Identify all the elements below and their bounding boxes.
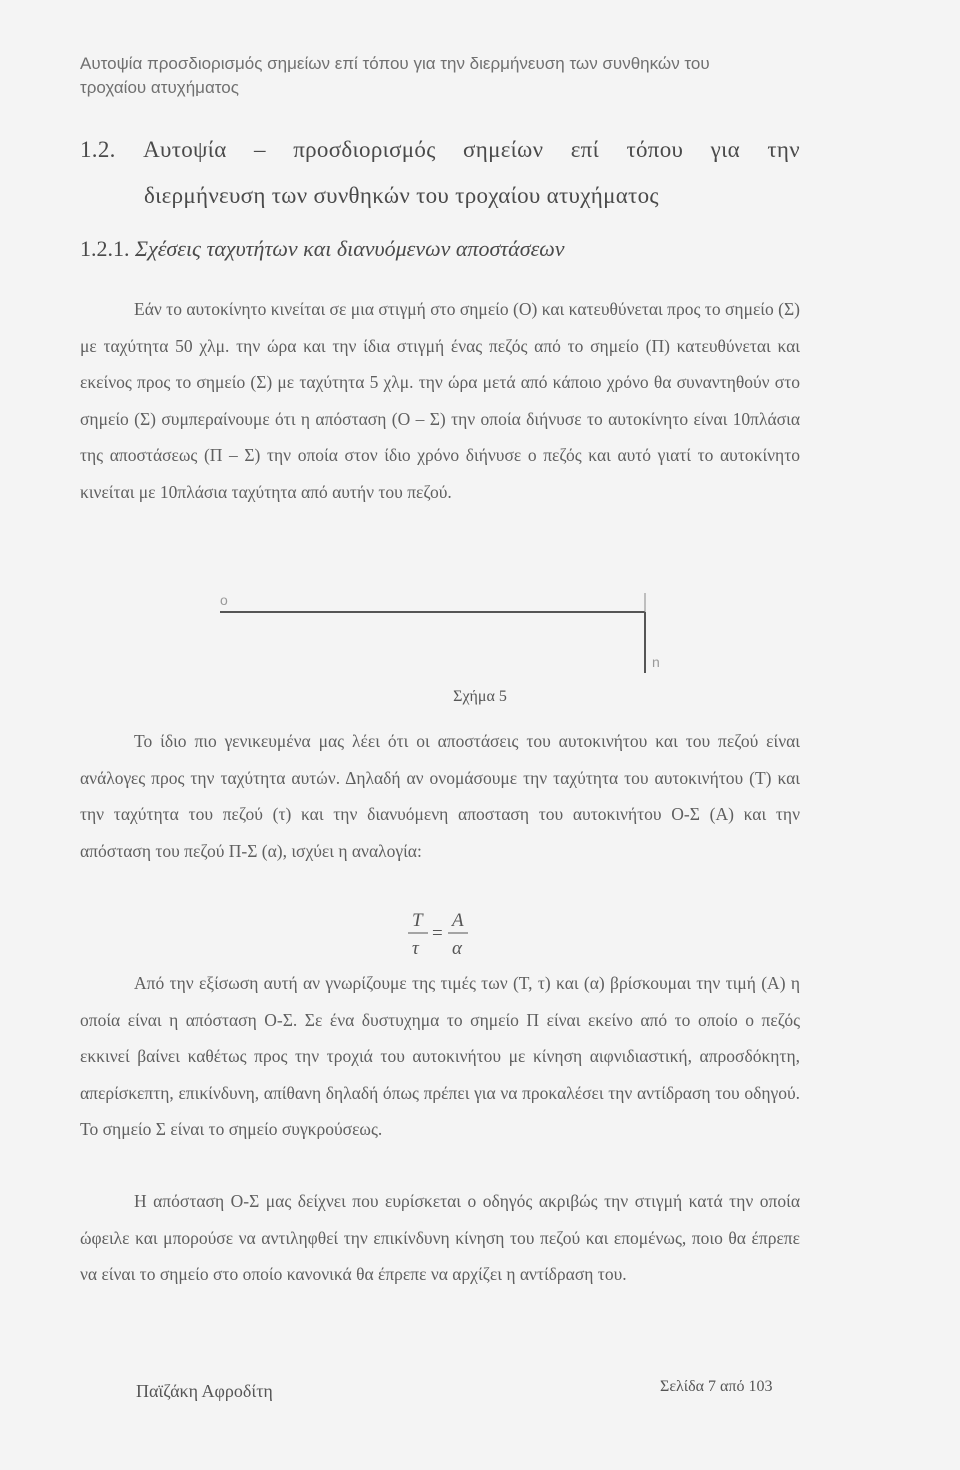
paragraph-3: Από την εξίσωση αυτή αν γνωρίζουμε της τιμές των (Τ, τ) και (α) βρίσκουμαι την τιμή (Α) η οποία είναι η απόσταση Ο-Σ. Σε ένα δυστυχημα το σημείο Π είναι εκείνο από το οποίο ο πεζός εκκινεί βαίνει καθέτως προς την τροχιά του αυτοκινήτου με κίνηση αιφνιδιαστική, απροσδόκητη, απερίσκεπτη, επικίνδυνη, απίθανη δηλαδή όπως πρέπει για να προκαλέσει την αντίδραση του οδηγού. Το σημείο Σ είναι το σημείο συγκρούσεως. xyxy=(80,973,800,1139)
section-title-word: Αυτοψία xyxy=(143,137,227,162)
section-heading-line2: διερμήνευση των συνθηκών του τροχαίου ατυχήματος xyxy=(144,183,659,208)
proportion-formula xyxy=(380,906,500,966)
section-heading-line1 xyxy=(80,127,800,173)
section-number: 1.2. xyxy=(80,137,116,162)
figure-diagram xyxy=(205,585,675,675)
footer-author: Παϊζάκη Αφροδίτη xyxy=(136,1381,273,1401)
formula-numerator-right: A xyxy=(452,910,464,931)
section-title-word: σημείων xyxy=(463,137,544,162)
formula-denominator-right: α xyxy=(452,938,462,959)
section-title-word: – xyxy=(254,137,266,162)
section-title-word: επί xyxy=(570,137,600,162)
section-heading xyxy=(80,127,800,219)
section-title-word: την xyxy=(767,137,800,162)
section-title-word: τόπου xyxy=(626,137,684,162)
paragraph-2: Το ίδιο πιο γενικευμένα μας λέει ότι οι αποστάσεις του αυτοκινήτου και του πεζού είναι ανάλογες προς την ταχύτητα αυτών. Δηλαδή αν ονομάσουμε την ταχύτητα του αυτοκινήτου (Τ) και την ταχύτητα του πεζού (τ) και την διανυόμενη αποσταση του αυτοκινήτου Ο-Σ (Α) και την απόσταση του πεζού Π-Σ (α), ισχύει η αναλογία: xyxy=(80,731,800,861)
section-title-word: για xyxy=(710,137,740,162)
paragraph-1: Εάν το αυτοκίνητο κινείται σε μια στιγμή στο σημείο (Ο) και κατευθύνεται προς το σημείο (Σ) με ταχύτητα 50 χλμ. την ώρα και την ίδια στιγμή ένας πεζός από το σημείο (Π) κατευθύνεται και εκείνος προς το σημείο (Σ) με ταχύτητα 5 χλμ. την ώρα μετά από κάποιο χρόνο θα συναντηθούν στο σημείο (Σ) συμπεραίνουμε ότι η απόσταση (Ο – Σ) την οποία διήνυσε το αυτοκίνητο είναι 10πλάσια της αποστάσεως (Π – Σ) την οποία στον ίδιο χρόνο διήνυσε ο πεζός και αυτό γιατί το αυτοκίνητο κινείται με 10πλάσια ταχύτητα από αυτήν του πεζού. xyxy=(80,299,800,502)
formula-equals: = xyxy=(432,923,443,944)
running-header: Αυτοψία προσδιορισμός σημείων επί τόπου για την διερμήνευση των συνθηκών του τροχαίου ατυχήματος xyxy=(80,54,710,97)
footer-page-number: Σελίδα 7 από 103 xyxy=(660,1378,773,1395)
paragraph-4: Η απόσταση Ο-Σ μας δείχνει που ευρίσκεται ο οδηγός ακριβώς την στιγμή κατά την οποία ώφειλε και μπορούσε να αντιληφθεί την επικίνδυνη κίνηση του πεζού και επομένως, ποιο θα έπρεπε να είναι το σημείο στο οποίο κανονικά θα έπρεπε να αρχίζει η αντίδραση του. xyxy=(80,1191,800,1284)
subsection-heading xyxy=(80,236,565,262)
subsection-title: Σχέσεις ταχυτήτων και διανυόμενων αποστάσεων xyxy=(135,236,565,261)
subsection-number: 1.2.1. xyxy=(80,236,130,261)
section-title-word: προσδιορισμός xyxy=(293,137,436,162)
formula-denominator-left: τ xyxy=(412,938,419,959)
figure-caption: Σχήμα 5 xyxy=(453,688,507,705)
label-p: n xyxy=(652,654,660,670)
label-o: o xyxy=(220,592,228,608)
formula-numerator-left: T xyxy=(412,910,423,931)
